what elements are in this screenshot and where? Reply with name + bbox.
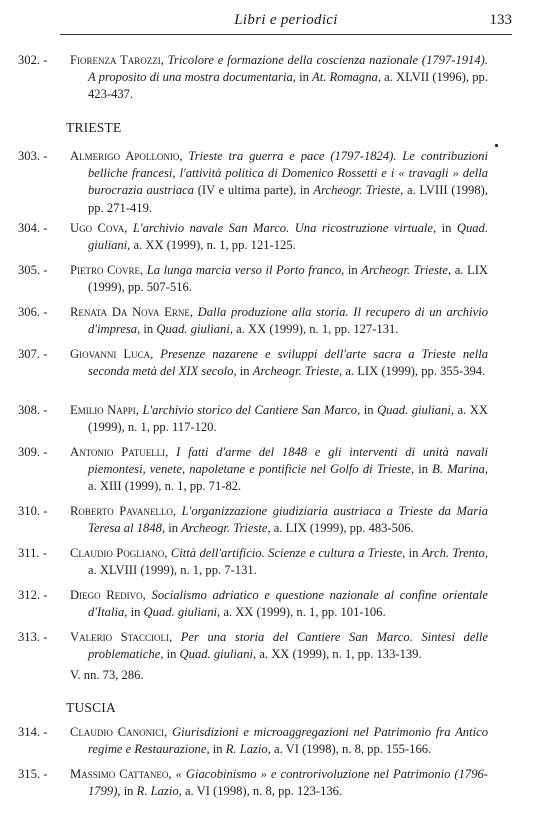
entry-journal: R. Lazio, (225, 742, 271, 757)
entry-citation: a. XIII (1999), n. 1, pp. 71-82. (88, 479, 242, 494)
entry-in: in (408, 546, 419, 560)
entry-number: 313. - (18, 630, 48, 644)
cross-reference: V. nn. 73, 286. (70, 668, 144, 682)
entry-in: in (212, 742, 223, 757)
entry-in: in (168, 521, 179, 536)
entry-citation: a. VI (1998), n. 8, pp. 123-136. (184, 784, 343, 799)
entry-author: Roberto Pavanello, (70, 504, 177, 518)
entry-journal: Quad. giuliani, (179, 647, 257, 662)
bibliography-entry-307 (18, 346, 488, 380)
entry-author: Diego Redivo, (70, 588, 146, 602)
entry-citation: a. XX (1999), n. 1, pp. 133-139. (259, 647, 422, 662)
entry-journal: Archeogr. Trieste, (252, 364, 343, 379)
entry-citation: a. XX (1999), n. 1, pp. 101-106. (223, 605, 386, 620)
running-head (60, 10, 512, 34)
entry-title: Città dell'artificio. Scienze e cultura a Trieste, (170, 546, 406, 560)
entry-in: (IV e ultima parte), in (197, 183, 310, 198)
entry-citation: a. XX (1999), n. 1, pp. 117-120. (88, 403, 488, 435)
bibliography-entry-315 (18, 766, 488, 800)
entry-journal: Quad. giuliani, (377, 403, 455, 417)
entry-author: Almerigo Apollonio, (70, 149, 183, 163)
bibliography-entry-304 (18, 220, 488, 254)
entry-citation: a. XX (1999), n. 1, pp. 127-131. (236, 322, 399, 337)
bibliography-entry-310 (18, 503, 488, 537)
entry-journal: R. Lazio, (136, 784, 182, 799)
bibliography-entry-308 (18, 402, 488, 436)
entry-in: in (347, 263, 358, 277)
entry-citation: a. LIX (1999), pp. 507-516. (88, 263, 488, 295)
entry-journal: Archeogr. Trieste, (313, 183, 404, 198)
entry-title: L'organizzazione giudiziaria austriaca a Trieste da Maria Teresa al 1848, (88, 504, 488, 536)
entry-number: 302. - (18, 53, 48, 67)
entry-number: 315. - (18, 767, 48, 781)
entry-author: Antonio Patuelli, (70, 445, 169, 459)
entry-author: Claudio Canonici, (70, 725, 168, 739)
entry-author: Renata Da Nova Erne, (70, 305, 193, 319)
page-number: 133 (489, 12, 512, 28)
entry-citation: a. XLVII (1996), pp. 423-437. (88, 70, 488, 102)
margin-mark (495, 144, 498, 147)
entry-in: in (363, 403, 374, 417)
entry-author: Valerio Staccioli, (70, 630, 173, 644)
bibliography-entry-306 (18, 304, 488, 338)
entry-number: 306. - (18, 305, 48, 319)
entry-title: Tricolore e formazione della coscienza nazionale (1797-1914). A proposito di una mostra documentaria, (88, 53, 488, 85)
bibliography-entry-302 (18, 52, 488, 104)
entry-author: Fiorenza Tarozzi, (70, 53, 164, 67)
entry-title: Socialismo adriatico e questione nazionale al confine orientale d'Italia, (88, 588, 488, 620)
running-head-title: Libri e periodici (234, 12, 338, 28)
entry-title: L'archivio navale San Marco. Una ricostruzione virtuale, (132, 221, 437, 235)
entry-number: 312. - (18, 588, 48, 602)
entry-number: 311. - (18, 546, 47, 560)
entry-in: in (123, 784, 134, 799)
bibliography-entry-313 (18, 629, 488, 663)
entry-author: Pietro Covre, (70, 263, 144, 277)
entry-title: Dalla produzione alla storia. Il recupero di un archivio d'impresa, (88, 305, 488, 337)
section-heading-tuscia: TUSCIA (66, 700, 116, 715)
entry-author: Ugo Cova, (70, 221, 128, 235)
entry-number: 314. - (18, 725, 48, 739)
entry-journal: Arch. Trento, (421, 546, 488, 560)
entry-in: in (418, 462, 429, 477)
entry-title: Giurisdizioni e microaggregazioni nel Patrimonio fra Antico regime e Restaurazione, (88, 725, 488, 757)
entry-in: in (239, 364, 250, 379)
entry-number: 307. - (18, 347, 48, 361)
entry-title: « Giacobinismo » e controrivoluzione nel Patrimonio (1796-1799), (88, 767, 489, 799)
entry-journal: Archeogr. Trieste, (181, 521, 271, 536)
entry-number: 308. - (18, 403, 48, 417)
header-rule (60, 34, 512, 35)
entry-number: 303. - (18, 149, 48, 163)
entry-citation: a. VI (1998), n. 8, pp. 155-166. (274, 742, 432, 757)
entry-number: 310. - (18, 504, 48, 518)
entry-citation: a. XX (1999), n. 1, pp. 121-125. (133, 238, 296, 253)
entry-title: Per una storia del Cantiere San Marco. Sintesi delle problematiche, (88, 630, 489, 662)
bibliography-entry-309 (18, 444, 488, 496)
entry-journal: B. Marina, (432, 462, 489, 477)
entry-title: I fatti d'arme del 1848 e gli interventi di unità navali piemontesi, venete, napoletane e pontificie nel Golfo di Trieste, (88, 445, 488, 477)
entry-in: in (441, 221, 452, 235)
entry-author: Emilio Nappi, (70, 403, 139, 417)
entry-author: Giovanni Luca, (70, 347, 154, 361)
entry-citation: a. LIX (1999), pp. 355-394. (345, 364, 486, 379)
entry-number: 309. - (18, 445, 48, 459)
entry-number: 305. - (18, 263, 48, 277)
entry-title: Trieste tra guerra e pace (1797-1824). Le contribuzioni belliche francesi, l'attività politica di Domenico Rossetti e i « travagli » della burocrazia austriaca (88, 149, 488, 198)
entry-journal: Archeogr. Trieste, (361, 263, 452, 277)
entry-in: in (143, 322, 154, 337)
bibliography-entry-312 (18, 587, 488, 621)
entry-journal: At. Romagna, (312, 70, 381, 85)
entry-in: in (299, 70, 309, 85)
entry-number: 304. - (18, 221, 48, 235)
bibliography-entry-303 (18, 148, 488, 217)
bibliography-entry-314 (18, 724, 488, 758)
entry-in: in (130, 605, 141, 620)
entry-journal: Quad. giuliani, (143, 605, 221, 620)
bibliography-entry-311 (18, 545, 488, 579)
entry-title: Presenze nazarene e sviluppi dell'arte sacra a Trieste nella seconda metà del XIX secolo, (88, 347, 488, 379)
entry-citation: a. LVIII (1998), pp. 271-419. (88, 183, 488, 215)
section-heading-trieste: TRIESTE (66, 120, 122, 135)
entry-citation: a. LIX (1999), pp. 483-506. (273, 521, 414, 536)
entry-title: L'archivio storico del Cantiere San Marco, (142, 403, 361, 417)
entry-author: Massimo Cattaneo, (70, 767, 172, 781)
entry-journal: Quad. giuliani, (156, 322, 233, 337)
bibliography-entry-305 (18, 262, 488, 296)
entry-title: La lunga marcia verso il Porto franco, (146, 263, 345, 277)
entry-author: Claudio Pogliano, (70, 546, 168, 560)
entry-in: in (166, 647, 177, 662)
entry-journal: Quad. giuliani, (88, 221, 488, 253)
entry-citation: a. XLVIII (1999), n. 1, pp. 7-131. (88, 563, 257, 578)
